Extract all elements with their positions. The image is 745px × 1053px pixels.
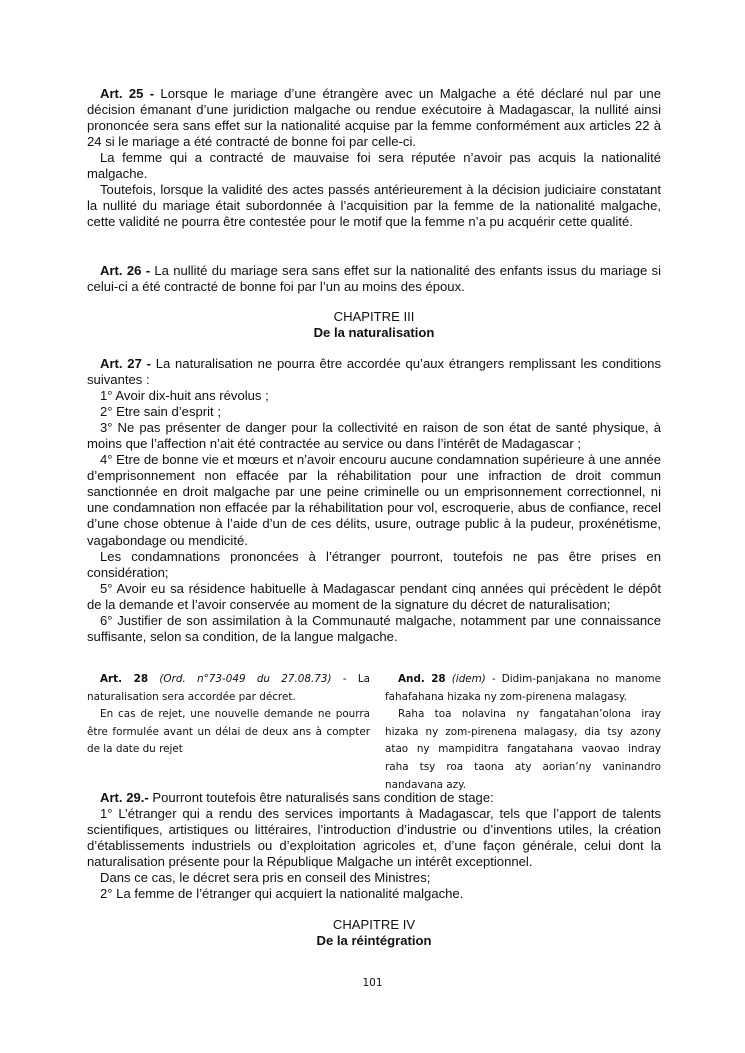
article-27-paragraph-1 <box>87 356 661 388</box>
article-27-condition-4b: Les condamnations prononcées à l’étranger pourront, toutefois ne pas être prises en considération; <box>87 548 661 580</box>
article-29-paragraph-1 <box>87 790 661 806</box>
chapter-4-title: De la réintégration <box>316 933 432 949</box>
article-28-fr-paragraph-1 <box>87 671 370 706</box>
article-28-mg-paragraph-1 <box>385 671 661 706</box>
article-25-label: Art. 25 - <box>100 86 155 101</box>
article-27-text-1: La naturalisation ne pourra être accordée qu’aux étrangers remplissant les conditions suivantes : <box>87 356 662 388</box>
article-28-mg-dash: - <box>491 673 496 685</box>
article-27-condition-5: 5° Avoir eu sa résidence habituelle à Madagascar pendant cinq années qui précèdent le dépôt de la demande et l’avoir conservée au moment de la signature du décret de naturalisation; <box>87 580 661 612</box>
article-26-text-1: La nullité du mariage sera sans effet sur la nationalité des enfants issus du mariage si celui-ci a été contracté de bonne foi par l’un au moins des époux. <box>87 263 662 295</box>
article-28-mg-text-1: Didim-panjakana no manome fahafahana hizaka ny zom-pirenena malagasy. <box>385 673 661 703</box>
article-28-french-column <box>87 671 370 759</box>
article-27-condition-1: 1° Avoir dix-huit ans révolus ; <box>100 388 269 404</box>
article-26-paragraph-1 <box>87 263 661 295</box>
article-27-condition-3: 3° Ne pas présenter de danger pour la collectivité en raison de son état de santé physique, à moins que l’affection n’ait été contractée au service ou dans l’intérêt de Madagascar ; <box>87 420 661 452</box>
article-29-text-1: Pourront toutefois être naturalisés sans condition de stage: <box>152 790 494 805</box>
article-27-condition-4: 4° Etre de bonne vie et mœurs et n’avoir encouru aucune condamnation supérieure à une année d’emprisonnement non effacée par la réhabilitation pour une infraction de droit commun sanctionnée en droit malgache par une peine criminelle ou un emprisonnement correctionnel, ni une condamnation non effacée par la réhabilitation pour vol, escroquerie, abus de confiance, recel d’une chose obtenue à l’aide d’un de ces délits, usure, outrage public à la pudeur, proxénétisme, vagabondage ou mendicité. <box>87 452 661 548</box>
article-29 <box>87 790 661 902</box>
article-25-paragraph-3: Toutefois, lorsque la validité des actes passés antérieurement à la décision judiciaire constatant la nullité du mariage était subordonnée à l’acquisition par la femme de la nationalité malgache, cette validité ne pourra être contestée pour le motif que la femme n’a pu acquérir cette qualité. <box>87 182 661 230</box>
article-25 <box>87 86 661 230</box>
chapter-4-number: CHAPITRE IV <box>332 917 416 932</box>
chapter-3-number: CHAPITRE III <box>333 309 415 324</box>
article-28-mg-label: And. 28 <box>398 673 446 685</box>
article-28-fr-text-1: La naturalisation sera accordée par décret. <box>87 673 370 703</box>
article-28-malagasy-column <box>385 671 661 794</box>
article-25-text-1: Lorsque le mariage d’une étrangère avec un Malgache a été déclaré nul par une décision émanant d’une juridiction malgache ou rendue exécutoire à Madagascar, la nullité ainsi prononcée sera sans effet sur la nationalité acquise par la femme conformément aux articles 22 à 24 si le mariage a été contracté de bonne foi par celle-ci. <box>87 86 661 150</box>
article-28-fr-paragraph-2: En cas de rejet, une nouvelle demande ne pourra être formulée avant un délai de deux ans à compter de la date du rejet <box>87 708 370 756</box>
article-27-label: Art. 27 - <box>100 356 151 371</box>
article-28-mg-reference: (idem) <box>451 673 486 685</box>
article-27-condition-2: 2° Etre sain d’esprit ; <box>100 404 221 420</box>
chapter-4-heading <box>87 917 661 949</box>
article-29-label: Art. 29.- <box>100 790 149 805</box>
article-29-condition-1b: Dans ce cas, le décret sera pris en conseil des Ministres; <box>100 870 431 886</box>
article-29-condition-2: 2° La femme de l’étranger qui acquiert la nationalité malgache. <box>100 886 464 902</box>
article-26-label: Art. 26 - <box>100 263 151 278</box>
article-29-condition-1: 1° L’étranger qui a rendu des services importants à Madagascar, tels que l’apport de talents scientifiques, artistiques ou littéraires, l’introduction d’industrie ou d’inventions utiles, la création d’établissements industriels ou d’exploitation agricoles et, d’une façon générale, celui dont la naturalisation présente pour la République Malgache un intérêt exceptionnel. <box>87 806 661 870</box>
chapter-3-heading <box>87 309 661 341</box>
article-28-fr-dash: - <box>342 673 347 685</box>
article-25-paragraph-1 <box>87 86 661 150</box>
article-27 <box>87 356 661 645</box>
page-number: 101 <box>362 977 383 989</box>
article-26 <box>87 263 661 295</box>
article-25-paragraph-2: La femme qui a contracté de mauvaise foi sera réputée n’avoir pas acquis la nationalité malgache. <box>87 150 661 182</box>
chapter-3-title: De la naturalisation <box>313 325 435 341</box>
article-28-mg-paragraph-2: Raha toa nolavina ny fangatahan’olona iray hizaka ny zom-pirenena malagasy, dia tsy azony atao ny mampiditra fangatahana vaovao indray raha tsy roa taona aty aorian’ny vaninandro nandavana azy. <box>385 708 661 791</box>
article-27-condition-6: 6° Justifier de son assimilation à la Communauté malgache, notamment par une connaissance suffisante, selon sa condition, de la langue malgache. <box>87 612 661 644</box>
article-28-fr-reference: (Ord. n°73-049 du 27.08.73) <box>159 673 332 685</box>
article-28-fr-label: Art. 28 <box>100 673 149 685</box>
